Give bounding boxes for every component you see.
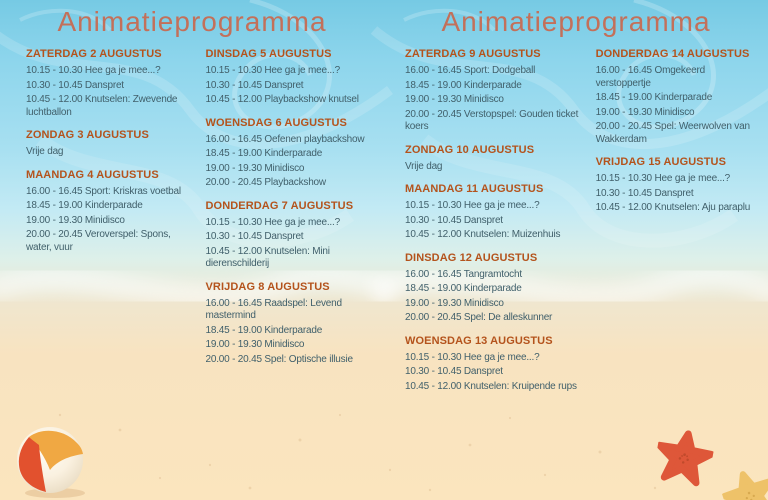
schedule-columns	[0, 38, 384, 376]
schedule-entry: 10.15 - 10.30 Hee ga je mee...?	[405, 351, 540, 363]
day-heading: MAANDAG 4 AUGUSTUS	[26, 168, 159, 181]
schedule-entry: 19.00 - 19.30 Minidisco	[26, 214, 125, 226]
schedule-entry: 18.45 - 19.00 Kinderparade	[26, 200, 143, 211]
schedule-entry: 20.00 - 20.45 Veroverspel: Spons, water, vuur	[26, 229, 171, 253]
schedule-entry: 16.00 - 16.45 Omgekeerd verstoppertje	[595, 65, 705, 89]
day-heading: VRIJDAG 8 AUGUSTUS	[205, 280, 330, 293]
schedule-entry: 18.45 - 19.00 Kinderparade	[205, 148, 323, 159]
day-heading: ZATERDAG 9 AUGUSTUS	[405, 48, 541, 60]
schedule-entry: 16.00 - 16.45 Tangramtocht	[405, 268, 522, 280]
day-section	[206, 281, 373, 367]
day-section	[405, 252, 583, 325]
day-heading: ZONDAG 10 AUGUSTUS	[405, 143, 535, 156]
day-section	[206, 117, 373, 190]
schedule-columns	[384, 38, 768, 403]
schedule-column	[596, 48, 760, 403]
schedule-entry: 10.30 - 10.45 Danspret	[26, 79, 124, 91]
schedule-entry: 10.15 - 10.30 Hee ga je mee...?	[405, 200, 540, 211]
schedule-entry: 18.45 - 19.00 Kinderparade	[405, 283, 522, 294]
day-heading: DONDERDAG 7 AUGUSTUS	[205, 199, 354, 212]
day-section	[26, 129, 193, 159]
schedule-entry: 20.00 - 20.45 Playbackshow	[205, 177, 326, 188]
day-section	[26, 48, 193, 119]
day-section	[596, 156, 760, 215]
schedule-entry: 10.30 - 10.45 Danspret	[205, 231, 304, 242]
day-section	[405, 335, 583, 394]
day-heading: DONDERDAG 14 AUGUSTUS	[595, 48, 750, 60]
schedule-entry: Vrije dag	[26, 146, 64, 157]
schedule-entry: 19.00 - 19.30 Minidisco	[205, 162, 305, 174]
schedule-column	[405, 48, 583, 403]
schedule-column	[26, 48, 193, 376]
day-section	[405, 144, 583, 174]
day-heading: WOENSDAG 13 AUGUSTUS	[405, 334, 553, 347]
day-section	[206, 200, 373, 271]
schedule-entry: 16.00 - 16.45 Sport: Kriskras voetbal	[26, 185, 181, 197]
schedule-entry: 18.45 - 19.00 Kinderparade	[205, 324, 323, 336]
schedule-entry: 10.30 - 10.45 Danspret	[595, 187, 694, 199]
schedule-entry: 10.15 - 10.30 Hee ga je mee...?	[205, 216, 340, 228]
schedule-entry: 19.00 - 19.30 Minidisco	[595, 106, 695, 118]
day-section	[206, 48, 373, 107]
schedule-entry: Vrije dag	[405, 160, 443, 172]
schedule-entry: 20.00 - 20.45 Spel: Optische illusie	[205, 353, 353, 365]
day-heading: ZATERDAG 2 AUGUSTUS	[26, 48, 162, 60]
schedule-entry: 10.45 - 12.00 Knutselen: Muizenhuis	[405, 229, 561, 240]
schedule-column	[206, 48, 373, 376]
day-section	[596, 48, 760, 146]
schedule-entry: 10.45 - 12.00 Knutselen: Mini dierenschilderij	[205, 245, 330, 269]
page-title: Animatieprogramma	[57, 6, 327, 37]
day-section	[26, 169, 193, 255]
schedule-entry: 10.15 - 10.30 Hee ga je mee...?	[595, 173, 731, 184]
schedule-entry: 10.45 - 12.00 Knutselen: Aju paraplu	[595, 202, 751, 213]
day-heading: DINSDAG 5 AUGUSTUS	[205, 48, 332, 60]
schedule-entry: 10.45 - 12.00 Playbackshow knutsel	[205, 94, 359, 105]
schedule-entry: 10.45 - 12.00 Knutselen: Zwevende luchtballon	[26, 94, 178, 118]
schedule-entry: 10.15 - 10.30 Hee ga je mee...?	[26, 65, 161, 76]
schedule-entry: 16.00 - 16.45 Oefenen playbackshow	[205, 133, 365, 145]
schedule-entry: 20.00 - 20.45 Verstopspel: Gouden ticket koers	[405, 108, 579, 132]
schedule-entry: 18.45 - 19.00 Kinderparade	[405, 79, 522, 91]
schedule-entry: 16.00 - 16.45 Sport: Dodgeball	[405, 65, 536, 76]
schedule-entry: 10.45 - 12.00 Knutselen: Kruipende rups	[405, 380, 577, 392]
page-title: Animatieprogramma	[441, 6, 711, 37]
schedule-entry: 10.30 - 10.45 Danspret	[205, 79, 304, 91]
schedule-entry: 18.45 - 19.00 Kinderparade	[595, 92, 713, 103]
program-page-right	[384, 0, 768, 500]
schedule-entry: 10.15 - 10.30 Hee ga je mee...?	[205, 65, 340, 76]
schedule-entry: 19.00 - 19.30 Minidisco	[405, 94, 504, 105]
day-heading: DINSDAG 12 AUGUSTUS	[405, 251, 538, 264]
day-section	[405, 48, 583, 134]
day-heading: ZONDAG 3 AUGUSTUS	[26, 129, 149, 141]
schedule-entry: 10.30 - 10.45 Danspret	[405, 214, 503, 226]
schedule-entry: 10.30 - 10.45 Danspret	[405, 366, 503, 377]
schedule-entry: 19.00 - 19.30 Minidisco	[405, 297, 504, 309]
day-heading: WOENSDAG 6 AUGUSTUS	[205, 116, 347, 129]
day-heading: MAANDAG 11 AUGUSTUS	[405, 183, 544, 195]
schedule-entry: 19.00 - 19.30 Minidisco	[205, 339, 305, 350]
schedule-entry: 20.00 - 20.45 Spel: De alleskunner	[405, 312, 553, 323]
schedule-entry: 20.00 - 20.45 Spel: Weerwolven van Wakkerdam	[595, 121, 750, 145]
schedule-entry: 16.00 - 16.45 Raadspel: Levend mastermind	[205, 297, 342, 321]
day-section	[405, 183, 583, 242]
day-heading: VRIJDAG 15 AUGUSTUS	[595, 156, 727, 168]
